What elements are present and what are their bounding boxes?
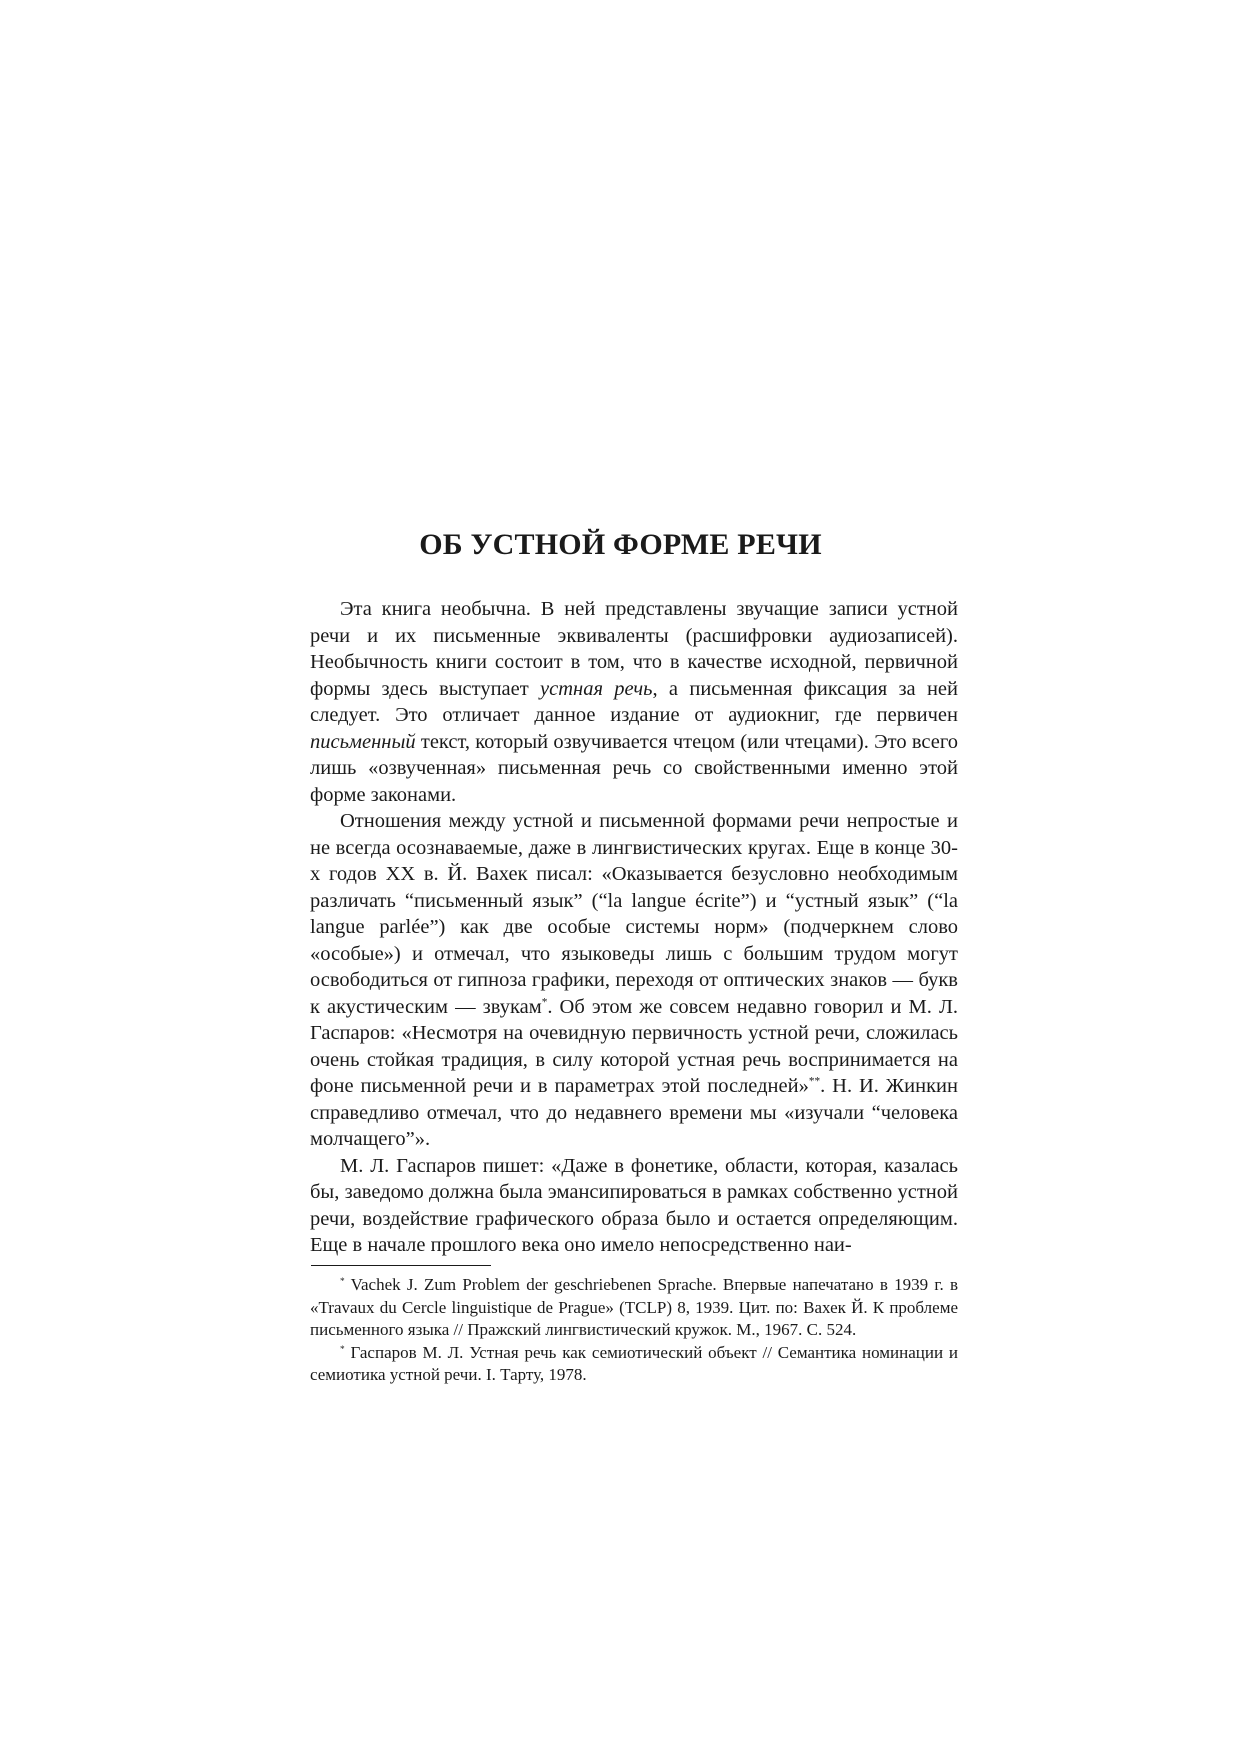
- footnote-2-text: Гаспаров М. Л. Устная речь как семиотический объект // Семантика номинации и семиотика устной речи. I. Тарту, 1978.: [310, 1342, 958, 1384]
- footnote-ref-1[interactable]: *: [541, 996, 548, 1009]
- paragraph-2-part-1: Отношения между устной и письменной формами речи непростые и не всегда осознаваемые, даже в лингвистических кругах. Еще в конце 30-х годов XX в. Й. Вахек писал: «Оказывается безусловно необходимым различать “письменный язык” (“la langue écrite”) и “устный язык” (“la langue parlée”) как две особые системы норм» (подчеркнем слово «особые») и отмечал, что языковеды лишь с большим трудом могут освободиться от гипноза графики, переходя от оптических знаков — букв к акустическим — звукам: [310, 810, 958, 1018]
- paragraph-3-part-1: М. Л. Гаспаров пишет: «Даже в фонетике, области, которая, казалась бы, заведомо должна была эмансипироваться в рамках собственно устной речи, воздействие графического образа было и остается определяющим. Еще в начале прошлого века оно имело непосредственно наи-: [310, 1154, 958, 1256]
- paragraph-1: [310, 596, 958, 808]
- footnote-1-marker: *: [340, 1276, 345, 1287]
- footnote-1-text: Vachek J. Zum Problem der geschriebenen Sprache. Впервые напечатано в 1939 г. в «Travaux du Cercle linguistique de Prague» (TCLP) 8, 1939. Цит. по: Вахек Й. К проблеме письменного языка // Пражский лингвистический кружок. М., 1967. С. 524.: [310, 1275, 958, 1339]
- chapter-heading: ОБ УСТНОЙ ФОРМЕ РЕЧИ: [419, 528, 822, 561]
- footnote-1: [310, 1274, 958, 1342]
- paragraph-2-part-2: . Об этом же совсем недавно говорил и М. Л. Гаспаров: «Несмотря на очевидную первичность устной речи, сложилась очень стойкая традиция, в силу которой устная речь воспринимается на фоне письменной речи и в параметрах этой последней»: [310, 995, 958, 1097]
- paragraph-2-part-3: . Н. И. Жинкин справедливо отмечал, что до недавнего времени мы «изучали “человека молчащего”».: [310, 1075, 958, 1150]
- footnotes: [310, 1274, 958, 1387]
- paragraph-1-part-2: , а письменная фиксация за ней следует. Это отличает данное издание от аудиокниг, где первичен: [310, 677, 958, 726]
- footnote-2-marker: *: [340, 1344, 345, 1355]
- paragraph-2: [310, 808, 958, 1153]
- footnote-ref-2[interactable]: **: [808, 1075, 821, 1088]
- paragraph-1-part-3: текст, который озвучивается чтецом (или чтецами). Это всего лишь «озвученная» письменная речь со свойственными именно этой форме законами.: [310, 730, 958, 806]
- footnote-2: [310, 1342, 958, 1387]
- paragraph-3: [310, 1153, 958, 1259]
- paragraph-1-emphasis-2: письменный: [310, 730, 416, 753]
- body-text: [310, 596, 958, 1259]
- footnote-divider: [311, 1265, 491, 1266]
- paragraph-1-part-1: Эта книга необычна. В ней представлены звучащие записи устной речи и их письменные эквиваленты (расшифровки аудиозаписей). Необычность книги состоит в том, что в качестве исходной, первичной формы здесь выступает: [310, 598, 958, 700]
- paragraph-1-emphasis-1: устная речь: [540, 677, 653, 700]
